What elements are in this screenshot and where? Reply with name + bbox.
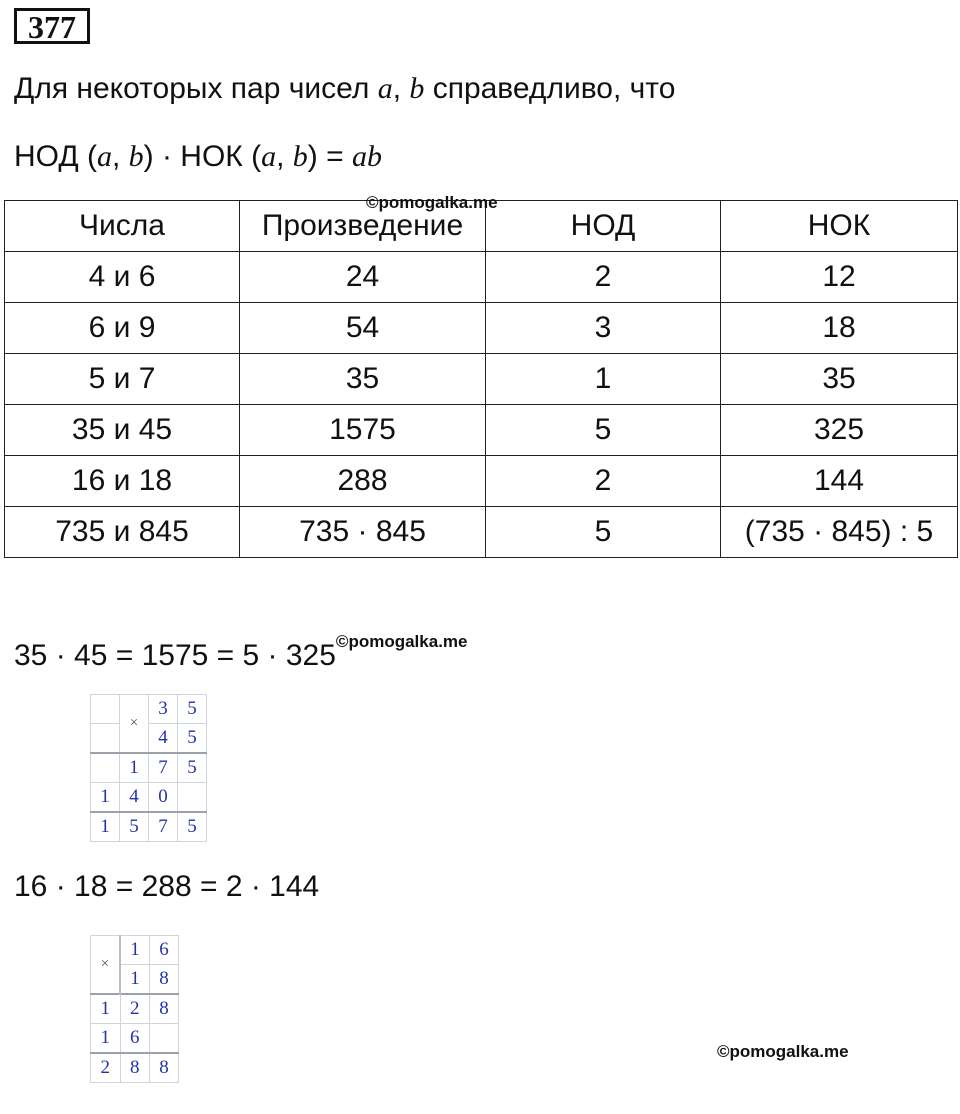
table-row (5, 354, 958, 405)
gcd-lcm-table (4, 200, 958, 558)
equation-1-text: 35 · 45 = 1575 = 5 · 325 (14, 639, 336, 672)
grid-cell (178, 783, 207, 813)
grid-cell: 1 (120, 936, 150, 965)
grid-cell (91, 724, 120, 754)
formula-nod: НОД ( (14, 140, 97, 173)
table-cell: 5 (486, 507, 721, 558)
formula-b1: b (128, 140, 144, 173)
intro-text-before: Для некоторых пар чисел (14, 72, 378, 105)
grid-cell: 5 (120, 812, 149, 842)
table-cell: 18 (721, 303, 958, 354)
watermark: ©pomogalka.me (717, 1042, 849, 1061)
table-cell: 2 (486, 456, 721, 507)
table-cell: 3 (486, 303, 721, 354)
watermark: ©pomogalka.me (335, 632, 468, 651)
formula-sep1: , (111, 140, 129, 173)
grid-cell: 5 (178, 812, 207, 842)
var-a: a (377, 72, 393, 105)
equation-1 (14, 632, 467, 673)
grid-cell: 1 (91, 783, 120, 813)
grid-cell: 2 (91, 1053, 121, 1083)
intro-text (14, 72, 675, 106)
var-b: b (409, 72, 425, 105)
grid-cell: 6 (120, 1024, 150, 1054)
table-cell: 325 (721, 405, 958, 456)
header-cell: НОД (486, 201, 721, 252)
grid-cell: 7 (149, 812, 178, 842)
intro-comma: , (392, 72, 410, 105)
table-cell: 5 и 7 (5, 354, 240, 405)
formula-a2: a (261, 140, 277, 173)
table-cell: 54 (240, 303, 486, 354)
table-cell: 35 (721, 354, 958, 405)
multiplication-16x18 (90, 935, 179, 1083)
table-cell: 735 и 845 (5, 507, 240, 558)
formula-b2: b (292, 140, 308, 173)
grid-cell: 2 (120, 994, 150, 1024)
table-cell: 5 (486, 405, 721, 456)
table-row (5, 303, 958, 354)
multiply-sign: × (91, 936, 121, 995)
grid-cell: 8 (120, 1053, 150, 1083)
grid-cell: 5 (178, 695, 207, 724)
table-cell: 288 (240, 456, 486, 507)
multiply-sign: × (120, 695, 149, 754)
grid-cell: 4 (149, 724, 178, 754)
table-row (5, 507, 958, 558)
grid-cell: 8 (150, 994, 179, 1024)
problem-number: 377 (14, 8, 90, 44)
table-cell: 1 (486, 354, 721, 405)
formula-eq: ) = (307, 140, 352, 173)
table-cell: 4 и 6 (5, 252, 240, 303)
formula-sep2: , (276, 140, 293, 173)
grid-cell: 1 (91, 994, 121, 1024)
table-row (5, 405, 958, 456)
header-cell: Произведение (240, 201, 486, 252)
grid-cell: 4 (120, 783, 149, 813)
table-cell: 35 и 45 (5, 405, 240, 456)
grid-cell (91, 753, 120, 783)
formula-ab: ab (351, 140, 382, 173)
multiplication-35x45 (90, 694, 207, 842)
table-row (5, 252, 958, 303)
grid-cell: 5 (178, 724, 207, 754)
header-cell: НОК (721, 201, 958, 252)
table-cell: 12 (721, 252, 958, 303)
table-cell: 16 и 18 (5, 456, 240, 507)
table-row (5, 456, 958, 507)
table-cell: 35 (240, 354, 486, 405)
intro-text-after: справедливо, что (424, 72, 676, 105)
grid-cell (150, 1024, 179, 1054)
equation-2: 16 · 18 = 288 = 2 · 144 (14, 870, 320, 903)
table-cell: 24 (240, 252, 486, 303)
table-cell: 2 (486, 252, 721, 303)
grid-cell: 1 (91, 1024, 121, 1054)
table-cell: (735 · 845) : 5 (721, 507, 958, 558)
grid-cell (91, 695, 120, 724)
table-cell: 144 (721, 456, 958, 507)
grid-cell: 8 (150, 1053, 179, 1083)
grid-cell: 6 (150, 936, 179, 965)
grid-cell: 0 (149, 783, 178, 813)
grid-cell: 3 (149, 695, 178, 724)
grid-cell: 8 (150, 965, 179, 995)
header-cell: Числа (5, 201, 240, 252)
table-cell: 6 и 9 (5, 303, 240, 354)
table-cell: 1575 (240, 405, 486, 456)
grid-cell: 1 (91, 812, 120, 842)
formula-line (14, 140, 382, 174)
table-cell: 735 · 845 (240, 507, 486, 558)
grid-cell: 1 (120, 965, 150, 995)
formula-mid: ) · НОК ( (143, 140, 262, 173)
watermark: ©pomogalka.me (366, 193, 498, 212)
grid-cell: 7 (149, 753, 178, 783)
grid-cell: 1 (120, 753, 149, 783)
formula-a1: a (96, 140, 112, 173)
grid-cell: 5 (178, 753, 207, 783)
